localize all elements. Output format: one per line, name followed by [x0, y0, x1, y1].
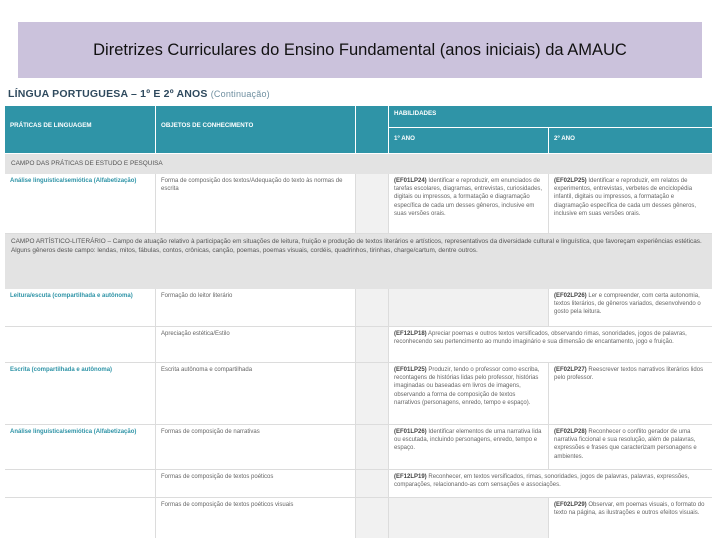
- table-row: [5, 327, 712, 363]
- pratica-cell: [5, 327, 156, 362]
- table-row: [5, 174, 712, 234]
- skill-code: (EF01LP26): [394, 429, 427, 435]
- skill-code: (EF01LP25): [394, 367, 427, 373]
- header-spacer: [356, 106, 389, 154]
- objeto-cell: Forma de composição dos textos/Adequação do texto às normas de escrita: [156, 174, 356, 233]
- skill-text: Apreciar poemas e outros textos versificados, observando rimas, sonoridades, jogos de palavras, reconhecendo seu pertencimento ao mundo imaginário e sua dimensão de encantamento, jogo e fruição.: [394, 331, 687, 346]
- habilidade-shared-cell: [389, 470, 712, 497]
- section-estudo-pesquisa: CAMPO DAS PRÁTICAS DE ESTUDO E PESQUISA: [5, 154, 712, 174]
- spacer-cell: [356, 363, 389, 424]
- header-ano1: 1º ANO: [389, 128, 549, 154]
- pratica-cell: Análise linguística/semiótica (Alfabetização): [5, 174, 156, 233]
- skill-code: (EF02LP29): [554, 502, 587, 508]
- header-habilidades: HABILIDADES: [389, 106, 712, 128]
- header-praticas: PRÁTICAS DE LINGUAGEM: [5, 106, 156, 154]
- habilidade-shared-cell: [389, 327, 712, 362]
- habilidade-ano2-cell: [549, 363, 712, 424]
- header-objetos: OBJETOS DE CONHECIMENTO: [156, 106, 356, 154]
- habilidade-ano2-cell: [549, 289, 712, 326]
- heading-text: LÍNGUA PORTUGUESA – 1º E 2º ANOS: [8, 88, 208, 100]
- skill-text: Reconhecer, em textos versificados, rimas, sonoridades, jogos de palavras, palavras, expressões, comparações, relacionando-as com sensações e associações.: [394, 474, 690, 489]
- table-row: [5, 425, 712, 470]
- heading-continuation: (Continuação): [210, 89, 270, 99]
- skill-code: (EF02LP25): [554, 178, 587, 184]
- habilidade-ano2-cell: [549, 425, 712, 469]
- habilidade-ano1-cell: [389, 498, 549, 538]
- pratica-cell: [5, 498, 156, 538]
- skill-text: Identificar elementos de uma narrativa lida ou escutada, incluindo personagens, enredo, tempo e espaço.: [394, 429, 542, 452]
- skill-text: Reconhecer o conflito gerador de uma narrativa ficcional e sua resolução, além de palavras, expressões e frases que caracterizam personagens e ambientes.: [554, 429, 697, 460]
- spacer-cell: [356, 470, 389, 497]
- document-heading: [8, 88, 270, 100]
- skill-code: (EF01LP24): [394, 178, 427, 184]
- skill-text: Ler e compreender, com certa autonomia, textos literários, de gêneros variados, desenvolvendo o gosto pela leitura.: [554, 293, 701, 316]
- skill-text: Observar, em poemas visuais, o formato do texto na página, as ilustrações e outros efeitos visuais.: [554, 502, 705, 517]
- spacer-cell: [356, 425, 389, 469]
- header-ano2: 2º ANO: [549, 128, 712, 154]
- table-row: [5, 498, 712, 538]
- objeto-cell: Escrita autônoma e compartilhada: [156, 363, 356, 424]
- slide-title: Diretrizes Curriculares do Ensino Fundamental (anos iniciais) da AMAUC: [93, 40, 627, 59]
- table-row: [5, 470, 712, 498]
- skill-text: Identificar e reproduzir, em relatos de experimentos, entrevistas, verbetes de enciclopédia infantil, digitais ou impressos, a formatação e diagramação específica de cada um desses gêneros, inclusive em suas versões orais.: [554, 178, 697, 217]
- objeto-cell: Apreciação estética/Estilo: [156, 327, 356, 362]
- objeto-cell: Formação do leitor literário: [156, 289, 356, 326]
- objeto-cell: Formas de composição de narrativas: [156, 425, 356, 469]
- spacer-cell: [356, 327, 389, 362]
- habilidade-ano1-cell: [389, 425, 549, 469]
- pratica-cell: Leitura/escuta (compartilhada e autônoma): [5, 289, 156, 326]
- habilidade-ano1-cell: [389, 289, 549, 326]
- section-artistico-literario: CAMPO ARTÍSTICO-LITERÁRIO – Campo de atuação relativo à participação em situações de leitura, fruição e produção de textos literários e artísticos, representativos da diversidade cultural e linguística, que favoreçam experiências estéticas. Alguns gêneros deste campo: lendas, mitos, fábulas, contos, crônicas, canção, poemas, poemas visuais, cordéis, quadrinhos, tirinhas, charge/cartum, dentre outros.: [5, 234, 712, 289]
- pratica-cell: [5, 470, 156, 497]
- pratica-cell: Escrita (compartilhada e autônoma): [5, 363, 156, 424]
- table-row: [5, 363, 712, 425]
- skill-code: (EF02LP26): [554, 293, 587, 299]
- skill-text: Identificar e reproduzir, em enunciados de tarefas escolares, diagramas, entrevistas, curiosidades, digitais ou impressos, a formatação e diagramação específica de cada um desses gêneros, inclusive em suas versões orais.: [394, 178, 543, 217]
- table-header: [5, 106, 712, 154]
- spacer-cell: [356, 498, 389, 538]
- habilidade-ano2-cell: [549, 174, 712, 233]
- skill-text: Produzir, tendo o professor como escriba, recontagens de histórias lidas pelo professor, histórias imaginadas ou baseadas em livros de imagens, observando a forma de composição de textos narrativos (personagens, enredo, tempo e espaço).: [394, 367, 540, 406]
- table-row: [5, 289, 712, 327]
- spacer-cell: [356, 289, 389, 326]
- skill-code: (EF02LP28): [554, 429, 587, 435]
- skill-code: (EF12LP18): [394, 331, 427, 337]
- pratica-cell: Análise linguística/semiótica (Alfabetização): [5, 425, 156, 469]
- curriculum-document: [0, 84, 720, 540]
- skill-code: (EF12LP19): [394, 474, 427, 480]
- skill-code: (EF02LP27): [554, 367, 587, 373]
- habilidade-ano2-cell: [549, 498, 712, 538]
- skill-text: Reescrever textos narrativos literários lidos pelo professor.: [554, 367, 704, 382]
- slide-title-bar: [18, 22, 702, 78]
- spacer-cell: [356, 174, 389, 233]
- objeto-cell: Formas de composição de textos poéticos: [156, 470, 356, 497]
- habilidade-ano1-cell: [389, 174, 549, 233]
- habilidade-ano1-cell: [389, 363, 549, 424]
- objeto-cell: Formas de composição de textos poéticos visuais: [156, 498, 356, 538]
